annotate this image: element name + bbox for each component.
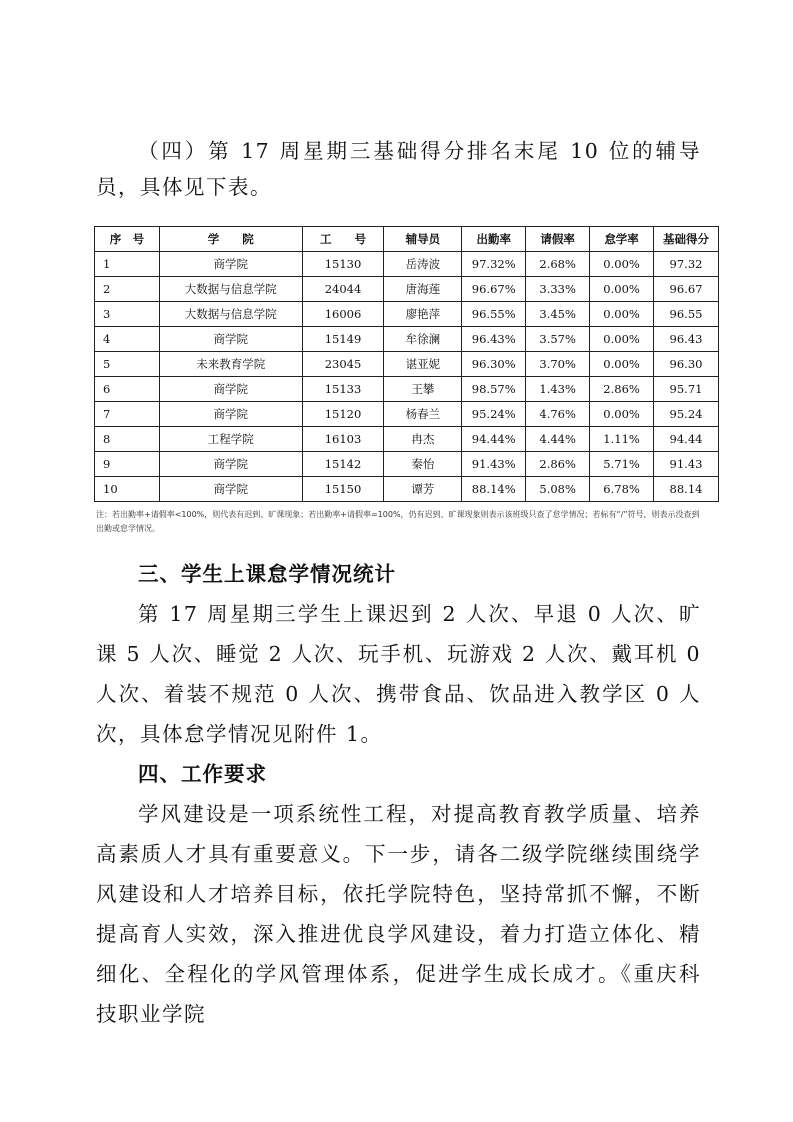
column-header-seq: 序 号 — [95, 227, 160, 252]
table-row — [95, 352, 719, 377]
cell-seq: 6 — [95, 377, 160, 402]
cell-college: 商学院 — [159, 477, 302, 502]
cell-staff-id: 15130 — [302, 252, 384, 277]
cell-leave-rate: 3.57% — [526, 327, 590, 352]
cell-seq: 7 — [95, 402, 160, 427]
cell-attendance-rate: 88.14% — [462, 477, 526, 502]
cell-staff-id: 24044 — [302, 277, 384, 302]
cell-counselor: 唐海莲 — [384, 277, 462, 302]
cell-attendance-rate: 96.43% — [462, 327, 526, 352]
cell-slack-rate: 2.86% — [590, 377, 654, 402]
table-header-row — [95, 227, 719, 252]
cell-college: 工程学院 — [159, 427, 302, 452]
cell-staff-id: 15142 — [302, 452, 384, 477]
cell-leave-rate: 3.45% — [526, 302, 590, 327]
cell-seq: 3 — [95, 302, 160, 327]
cell-college: 未来教育学院 — [159, 352, 302, 377]
cell-attendance-rate: 98.57% — [462, 377, 526, 402]
column-header-leave-rate: 请假率 — [526, 227, 590, 252]
cell-slack-rate: 1.11% — [590, 427, 654, 452]
cell-slack-rate: 0.00% — [590, 327, 654, 352]
cell-attendance-rate: 96.55% — [462, 302, 526, 327]
cell-attendance-rate: 96.67% — [462, 277, 526, 302]
cell-college: 大数据与信息学院 — [159, 302, 302, 327]
cell-counselor: 牟徐澜 — [384, 327, 462, 352]
table-row — [95, 377, 719, 402]
cell-leave-rate: 4.44% — [526, 427, 590, 452]
cell-base-score: 91.43 — [654, 452, 719, 477]
cell-seq: 2 — [95, 277, 160, 302]
cell-seq: 4 — [95, 327, 160, 352]
cell-college: 商学院 — [159, 452, 302, 477]
cell-attendance-rate: 91.43% — [462, 452, 526, 477]
table-row — [95, 302, 719, 327]
intro-paragraph: （四）第 17 周星期三基础得分排名末尾 10 位的辅导员，具体见下表。 — [96, 139, 701, 199]
column-header-staff-id: 工 号 — [302, 227, 384, 252]
table-row — [95, 452, 719, 477]
table-note: 注：若出勤率+请假率<100%，则代表有迟到、旷课现象；若出勤率+请假率=100%，仍有迟到、旷课现象则表示该班级只查了怠学情况；若标有“/”符号，则表示没查到出勤或怠学情况。 — [96, 510, 700, 533]
cell-counselor: 谌亚妮 — [384, 352, 462, 377]
cell-leave-rate: 2.68% — [526, 252, 590, 277]
cell-seq: 8 — [95, 427, 160, 452]
table-row — [95, 252, 719, 277]
section3-body: 第 17 周星期三学生上课迟到 2 人次、早退 0 人次、旷课 5 人次、睡觉 2 人次、玩手机、玩游戏 2 人次、戴耳机 0 人次、着装不规范 0 人次、携带食品、饮品进入教学区 0 人次，具体怠学情况见附件 1。 — [96, 602, 701, 746]
cell-base-score: 95.71 — [654, 377, 719, 402]
cell-leave-rate: 3.70% — [526, 352, 590, 377]
cell-leave-rate: 2.86% — [526, 452, 590, 477]
section4-heading: 四、工作要求 — [138, 762, 267, 786]
cell-slack-rate: 5.71% — [590, 452, 654, 477]
cell-staff-id: 15149 — [302, 327, 384, 352]
cell-base-score: 96.67 — [654, 277, 719, 302]
cell-college: 商学院 — [159, 377, 302, 402]
cell-college: 商学院 — [159, 252, 302, 277]
cell-attendance-rate: 95.24% — [462, 402, 526, 427]
cell-base-score: 94.44 — [654, 427, 719, 452]
cell-leave-rate: 5.08% — [526, 477, 590, 502]
cell-attendance-rate: 96.30% — [462, 352, 526, 377]
cell-slack-rate: 0.00% — [590, 252, 654, 277]
column-header-counselor: 辅导员 — [384, 227, 462, 252]
cell-base-score: 96.30 — [654, 352, 719, 377]
cell-staff-id: 15150 — [302, 477, 384, 502]
cell-staff-id: 15133 — [302, 377, 384, 402]
column-header-base-score: 基础得分 — [654, 227, 719, 252]
cell-base-score: 97.32 — [654, 252, 719, 277]
table-row — [95, 402, 719, 427]
cell-staff-id: 23045 — [302, 352, 384, 377]
column-header-college: 学 院 — [159, 227, 302, 252]
section4-body: 学风建设是一项系统性工程，对提高教育教学质量、培养高素质人才具有重要意义。下一步，请各二级学院继续围绕学风建设和人才培养目标，依托学院特色，坚持常抓不懈，不断提高育人实效，深入推进优良学风建设，着力打造立体化、精细化、全程化的学风管理体系，促进学生成长成才。《重庆科技职业学院 — [96, 802, 701, 1026]
cell-base-score: 96.55 — [654, 302, 719, 327]
cell-staff-id: 16006 — [302, 302, 384, 327]
cell-counselor: 秦怡 — [384, 452, 462, 477]
cell-seq: 1 — [95, 252, 160, 277]
cell-base-score: 96.43 — [654, 327, 719, 352]
table-row — [95, 277, 719, 302]
cell-leave-rate: 1.43% — [526, 377, 590, 402]
cell-slack-rate: 6.78% — [590, 477, 654, 502]
cell-counselor: 谭芳 — [384, 477, 462, 502]
cell-counselor: 冉杰 — [384, 427, 462, 452]
cell-staff-id: 15120 — [302, 402, 384, 427]
cell-base-score: 88.14 — [654, 477, 719, 502]
counselor-score-table — [94, 226, 719, 502]
cell-slack-rate: 0.00% — [590, 402, 654, 427]
cell-slack-rate: 0.00% — [590, 302, 654, 327]
cell-counselor: 廖艳萍 — [384, 302, 462, 327]
cell-staff-id: 16103 — [302, 427, 384, 452]
cell-college: 大数据与信息学院 — [159, 277, 302, 302]
cell-leave-rate: 3.33% — [526, 277, 590, 302]
table-row — [95, 327, 719, 352]
column-header-attendance-rate: 出勤率 — [462, 227, 526, 252]
cell-base-score: 95.24 — [654, 402, 719, 427]
cell-slack-rate: 0.00% — [590, 277, 654, 302]
section3-heading: 三、学生上课怠学情况统计 — [138, 562, 396, 586]
cell-counselor: 杨春兰 — [384, 402, 462, 427]
table-row — [95, 477, 719, 502]
cell-counselor: 岳涛波 — [384, 252, 462, 277]
cell-attendance-rate: 94.44% — [462, 427, 526, 452]
cell-seq: 9 — [95, 452, 160, 477]
table-body — [95, 252, 719, 502]
cell-college: 商学院 — [159, 402, 302, 427]
cell-leave-rate: 4.76% — [526, 402, 590, 427]
cell-seq: 10 — [95, 477, 160, 502]
cell-seq: 5 — [95, 352, 160, 377]
column-header-slack-rate: 怠学率 — [590, 227, 654, 252]
table-row — [95, 427, 719, 452]
cell-counselor: 王攀 — [384, 377, 462, 402]
cell-attendance-rate: 97.32% — [462, 252, 526, 277]
cell-college: 商学院 — [159, 327, 302, 352]
cell-slack-rate: 0.00% — [590, 352, 654, 377]
